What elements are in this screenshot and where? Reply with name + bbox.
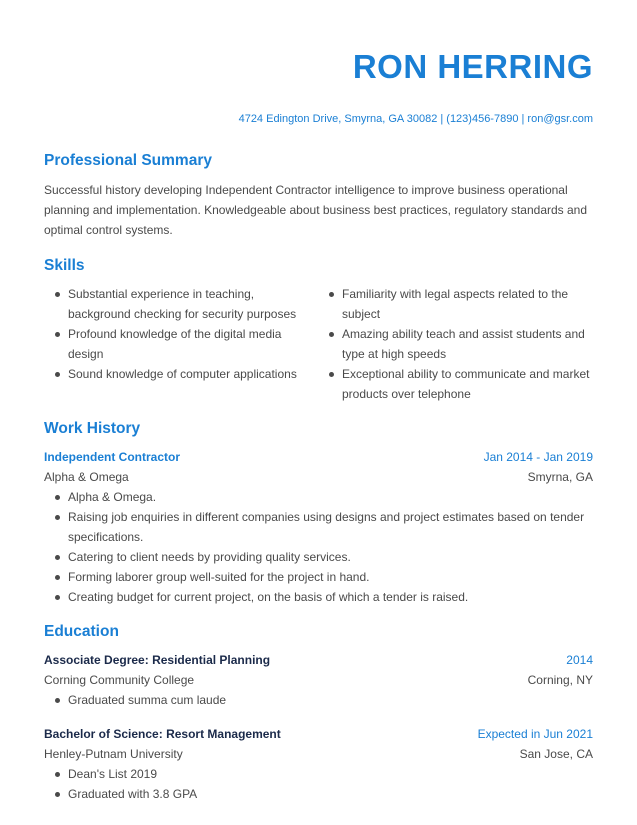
list-item: Substantial experience in teaching, background checking for security purposes: [44, 284, 312, 324]
candidate-name: RON HERRING: [352, 48, 593, 85]
list-item: Sound knowledge of computer applications: [44, 364, 312, 384]
education-header: [44, 650, 593, 670]
work-heading: Work History: [44, 420, 141, 437]
school-name: Henley-Putnam University: [44, 747, 183, 761]
job-company: Alpha & Omega: [44, 470, 129, 484]
education-bullets: [44, 690, 593, 710]
job-location: Smyrna, GA: [527, 470, 593, 484]
list-item: Raising job enquiries in different companies using designs and project estimates based on tender specifications.: [44, 507, 593, 547]
education-heading: Education: [44, 623, 119, 640]
list-item: Profound knowledge of the digital media design: [44, 324, 312, 364]
degree-name: Associate Degree: [44, 653, 145, 667]
school-name: Corning Community College: [44, 673, 195, 687]
degree-line: [44, 650, 270, 670]
degree-name: Bachelor of Science: [44, 727, 159, 741]
job-title: Independent Contractor: [44, 450, 181, 464]
school-location: Corning, NY: [527, 673, 593, 687]
contact-line: 4724 Edington Drive, Smyrna, GA 30082 | (123)456-7890 | ron@gsr.com: [238, 113, 593, 125]
degree-line: [44, 724, 281, 744]
job-dates: Jan 2014 - Jan 2019: [483, 450, 593, 464]
list-item: Alpha & Omega.: [44, 487, 593, 507]
list-item: Graduated summa cum laude: [44, 690, 593, 710]
degree-separator: :: [158, 727, 167, 741]
list-item: Creating budget for current project, on the basis of which a tender is raised.: [44, 587, 593, 607]
education-subheader: [44, 670, 593, 690]
list-item: Dean's List 2019: [44, 764, 593, 784]
skills-heading: Skills: [44, 257, 85, 274]
job-bullets: [44, 487, 593, 607]
list-item: Exceptional ability to communicate and market products over telephone: [318, 364, 593, 404]
job-subheader: [44, 467, 593, 487]
education-bullets: [44, 764, 593, 804]
school-location: San Jose, CA: [519, 747, 593, 761]
summary-text: Successful history developing Independent Contractor intelligence to improve business operational planning and implementation. Knowledgeable about business best practices, regulatory standards and optimal control systems.: [44, 183, 588, 237]
education-date: 2014: [566, 653, 593, 667]
education-date: Expected in Jun 2021: [477, 727, 593, 741]
list-item: Familiarity with legal aspects related to the subject: [318, 284, 593, 324]
degree-field: Resort Management: [166, 727, 281, 741]
list-item: Forming laborer group well-suited for the project in hand.: [44, 567, 593, 587]
education-subheader: [44, 744, 593, 764]
list-item: Amazing ability teach and assist students and type at high speeds: [318, 324, 593, 364]
skills-list-right: [318, 284, 593, 404]
education-header: [44, 724, 593, 744]
list-item: Graduated with 3.8 GPA: [44, 784, 593, 804]
job-header: [44, 447, 593, 467]
list-item: Catering to client needs by providing quality services.: [44, 547, 593, 567]
degree-field: Residential Planning: [152, 653, 271, 667]
summary-heading: Professional Summary: [44, 152, 212, 169]
degree-separator: :: [144, 653, 153, 667]
skills-list-left: [44, 284, 312, 384]
